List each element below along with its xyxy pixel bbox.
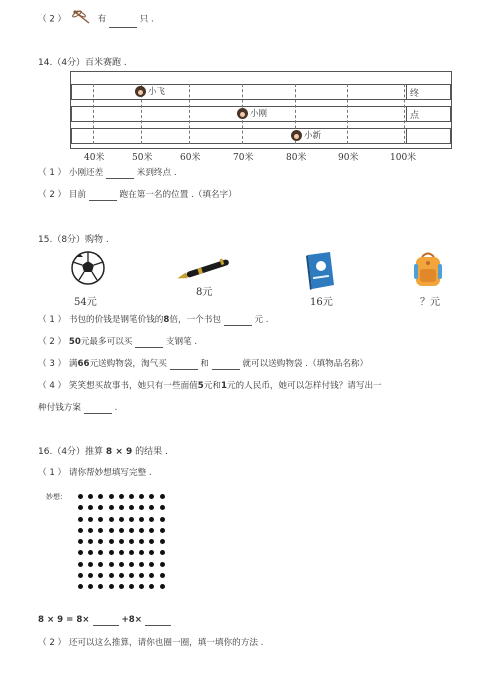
- schoolbag-icon: [410, 249, 446, 293]
- q15-sub2: （ 2 ） 50元最多可以买 支钢笔 .: [38, 337, 198, 347]
- distance-tick: 70米: [233, 153, 254, 163]
- q16-formula: 8 × 9 = 8× +8×: [38, 614, 171, 626]
- distance-tick: 50米: [132, 153, 153, 163]
- q16-title: 16.（4分）推算 8 × 9 的结果 .: [38, 447, 168, 457]
- q15-title: 15.（8分）购物 .: [38, 235, 109, 245]
- price-label: 54元: [74, 297, 97, 308]
- distance-tick: 80米: [286, 153, 307, 163]
- runner-xiaogang: 小刚: [237, 107, 267, 119]
- q15-sub4-line2: 种付钱方案 .: [38, 403, 118, 413]
- answer-blank[interactable]: [89, 191, 117, 201]
- runner-xiaoxin: 小新: [291, 129, 321, 141]
- finish-label: 终: [410, 89, 420, 99]
- distance-tick: 40米: [84, 153, 105, 163]
- distance-tick: 90米: [338, 153, 359, 163]
- distance-tick: 100米: [390, 153, 417, 163]
- runner-face-icon: [237, 108, 248, 119]
- answer-blank[interactable]: [145, 616, 171, 626]
- q15-sub1: （ 1 ） 书包的价钱是钢笔价钱的8倍，一个书包 元 .: [38, 315, 269, 325]
- distance-tick: 60米: [180, 153, 201, 163]
- soccer-ball-icon: [70, 250, 106, 290]
- price-label: 16元: [310, 297, 333, 308]
- answer-blank[interactable]: [224, 316, 252, 326]
- q13-sub2: （ 2 ） 有 只 .: [38, 10, 154, 28]
- pen-icon: [172, 258, 234, 286]
- finish-label: 点: [410, 111, 420, 121]
- price-label: 8元: [196, 287, 213, 298]
- answer-blank[interactable]: [93, 616, 119, 626]
- dot-array-8x9: [78, 494, 170, 596]
- dragonfly-icon: [71, 10, 93, 28]
- runner-xiaofei: 小飞: [135, 85, 165, 97]
- lane-1: [71, 84, 407, 100]
- q15-sub3: （ 3 ） 满66元送购物袋，淘气买 和 就可以送购物袋 .（填物品名称）: [38, 359, 369, 369]
- q16-sub2: （ 2 ） 还可以这么推算，请你也圈一圈，填一填你的方法 .: [38, 638, 264, 648]
- answer-blank[interactable]: [170, 360, 198, 370]
- miaoxiang-label: 妙想：: [46, 493, 67, 501]
- q14-sub1: （ 1 ） 小刚还差 米到终点 .: [38, 168, 177, 178]
- q16-sub1: （ 1 ） 请你帮妙想填写完整 .: [38, 468, 152, 478]
- answer-blank[interactable]: [212, 360, 240, 370]
- q15-sub4: （ 4 ） 笑笑想买故事书，她只有一些面值5元和1元的人民币，她可以怎样付钱？请写出一: [38, 381, 382, 391]
- answer-blank[interactable]: [84, 404, 112, 414]
- price-label: ？元: [420, 297, 440, 308]
- race-track: [70, 71, 452, 149]
- runner-face-icon: [135, 86, 146, 97]
- answer-blank[interactable]: [106, 169, 134, 179]
- runner-face-icon: [291, 130, 302, 141]
- answer-blank[interactable]: [135, 338, 163, 348]
- q14-title: 14.（4分）百米赛跑 .: [38, 58, 127, 68]
- lane-3: [71, 128, 407, 144]
- answer-blank[interactable]: [109, 18, 137, 28]
- book-icon: [304, 251, 336, 295]
- q14-sub2: （ 2 ） 目前 跑在第一名的位置 .（填名字）: [38, 190, 237, 200]
